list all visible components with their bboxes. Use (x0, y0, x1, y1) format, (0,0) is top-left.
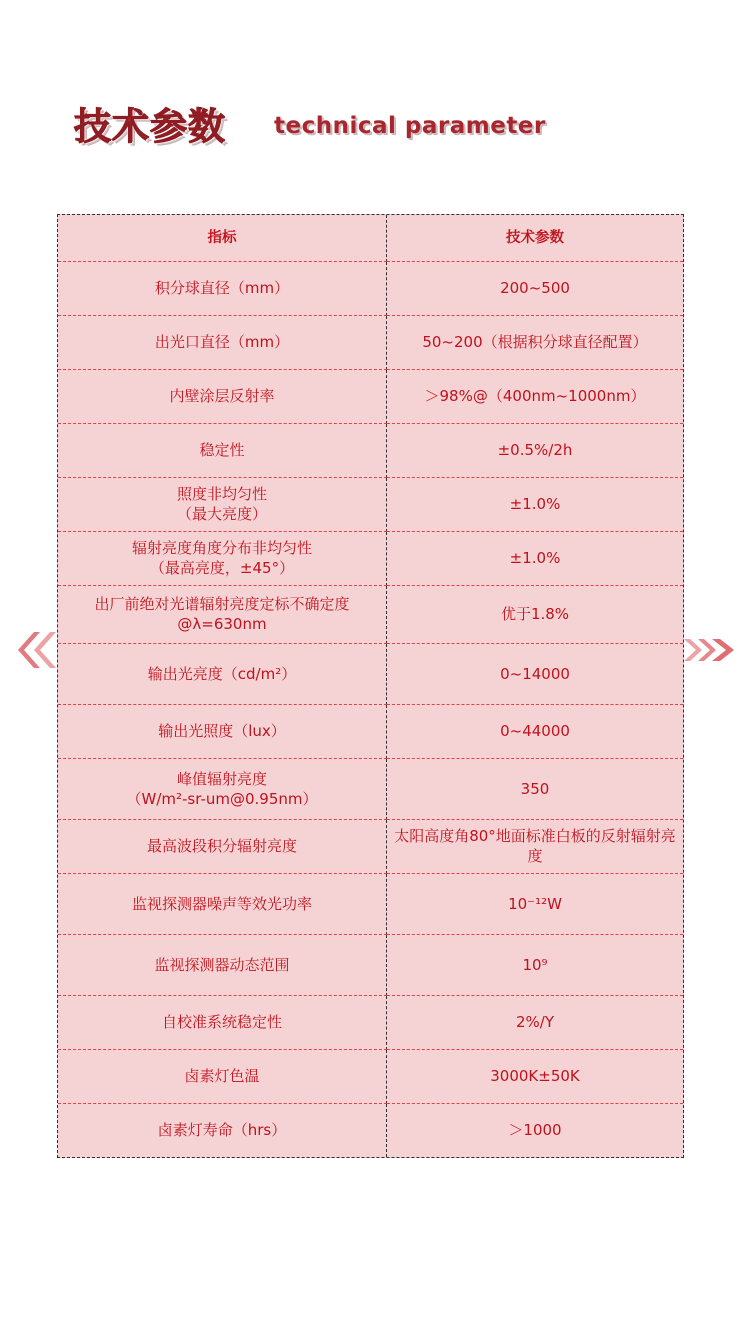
table-row (58, 531, 683, 585)
table-row (58, 873, 683, 934)
chevron-double-left-icon (14, 628, 62, 672)
row-label: 监视探测器噪声等效光功率 (58, 873, 387, 934)
row-value: ＞98%@（400nm~1000nm） (387, 369, 684, 423)
row-label: 照度非均匀性 （最大亮度） (58, 477, 387, 531)
row-label: 出光口直径（mm） (58, 315, 387, 369)
row-value: 太阳高度角80°地面标准白板的反射辐射亮度 (387, 819, 684, 873)
row-value: 350 (387, 758, 684, 819)
row-value: 优于1.8% (387, 585, 684, 643)
row-label: 辐射亮度角度分布非均匀性 （最高亮度，±45°） (58, 531, 387, 585)
table-row (58, 995, 683, 1049)
row-label: 卤素灯色温 (58, 1049, 387, 1103)
row-label: 稳定性 (58, 423, 387, 477)
row-value: 50~200（根据积分球直径配置） (387, 315, 684, 369)
prev-page-button[interactable] (14, 628, 62, 676)
row-value: ±0.5%/2h (387, 423, 684, 477)
table-row (58, 643, 683, 704)
page-subtitle: technical parameter (274, 113, 546, 139)
header-cell-parameter: 技术参数 (387, 215, 684, 261)
row-value: 0~44000 (387, 704, 684, 758)
row-value: 10⁹ (387, 934, 684, 995)
row-label: 输出光亮度（cd/m²） (58, 643, 387, 704)
row-value: 0~14000 (387, 643, 684, 704)
row-label: 输出光照度（lux） (58, 704, 387, 758)
table-row (58, 423, 683, 477)
row-label: 最高波段积分辐射亮度 (58, 819, 387, 873)
next-page-button[interactable] (682, 636, 738, 668)
row-value: 10⁻¹²W (387, 873, 684, 934)
row-label: 内壁涂层反射率 (58, 369, 387, 423)
table-row (58, 1049, 683, 1103)
header-cell-indicator: 指标 (58, 215, 387, 261)
row-value: ±1.0% (387, 531, 684, 585)
table-header-row (58, 215, 683, 261)
row-value: 3000K±50K (387, 1049, 684, 1103)
table-row (58, 261, 683, 315)
row-value: 200~500 (387, 261, 684, 315)
row-label: 自校准系统稳定性 (58, 995, 387, 1049)
page-heading (74, 96, 546, 150)
row-value: 2%/Y (387, 995, 684, 1049)
table-row (58, 934, 683, 995)
table-row (58, 758, 683, 819)
parameter-table (57, 214, 684, 1158)
table-row (58, 585, 683, 643)
row-value: ±1.0% (387, 477, 684, 531)
table-row (58, 819, 683, 873)
table-row (58, 315, 683, 369)
row-value: ＞1000 (508, 1121, 562, 1140)
row-label: 监视探测器动态范围 (58, 934, 387, 995)
row-label: 卤素灯寿命（hrs） (58, 1103, 387, 1157)
table-row (58, 369, 683, 423)
row-label: 峰值辐射亮度 （W/m²-sr-um@0.95nm） (58, 758, 387, 819)
page-title: 技术参数 (74, 105, 226, 148)
table-row (58, 477, 683, 531)
row-label: 积分球直径（mm） (58, 261, 387, 315)
row-label: 出厂前绝对光谱辐射亮度定标不确定度 @λ=630nm (58, 585, 387, 643)
table-row (58, 1103, 683, 1157)
chevron-triple-right-icon (682, 636, 738, 664)
table-row (58, 704, 683, 758)
